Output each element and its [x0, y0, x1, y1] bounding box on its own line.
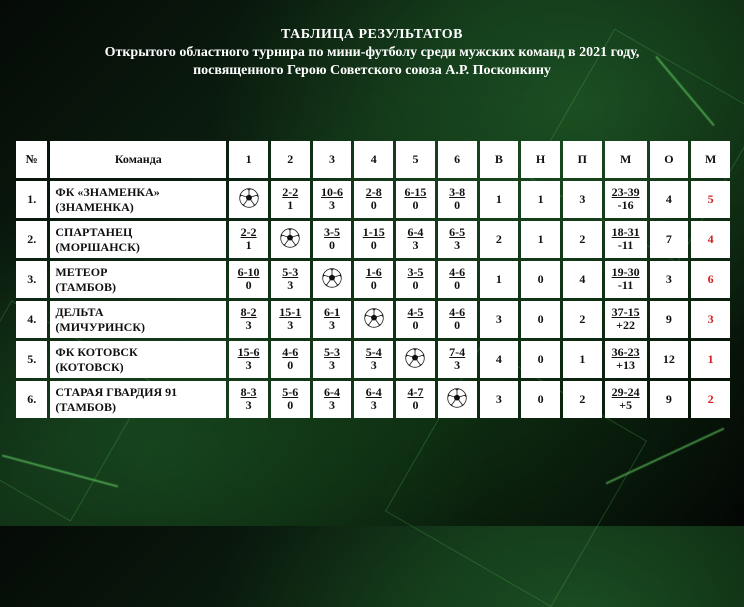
wins-cell: 3 — [480, 381, 519, 418]
results-table — [13, 138, 733, 421]
header-draws: Н — [521, 141, 560, 178]
match-score: 10-6 — [321, 185, 343, 199]
team-name: ФК «ЗНАМЕНКА» — [55, 184, 160, 199]
match-score: 6-4 — [365, 385, 382, 399]
match-score: 5-4 — [365, 345, 382, 359]
match-result-cell — [313, 381, 352, 418]
match-points: 3 — [287, 318, 294, 332]
match-result-cell — [271, 341, 310, 378]
draws-cell: 0 — [521, 341, 560, 378]
match-score: 15-1 — [279, 305, 302, 319]
soccer-ball-icon — [239, 188, 259, 208]
team-cell — [50, 221, 226, 258]
match-points: 0 — [454, 278, 461, 292]
soccer-ball-icon — [280, 228, 300, 248]
match-result-cell — [438, 221, 477, 258]
wins-cell: 3 — [480, 301, 519, 338]
match-score: 3-8 — [449, 185, 466, 199]
self-match-cell — [229, 181, 268, 218]
team-name: ДЕЛЬТА — [55, 304, 104, 319]
match-score: 6-1 — [324, 305, 340, 319]
row-number: 1. — [16, 181, 47, 218]
points-cell: 12 — [650, 341, 689, 378]
wins-cell: 1 — [480, 261, 519, 298]
team-city: (ЗНАМЕНКА) — [55, 199, 134, 214]
match-result-cell — [229, 341, 268, 378]
team-city: (ТАМБОВ) — [55, 399, 116, 414]
team-city: (ТАМБОВ) — [55, 279, 116, 294]
match-result-cell — [229, 301, 268, 338]
soccer-ball-icon — [322, 268, 342, 288]
team-city: (МИЧУРИНСК) — [55, 319, 146, 334]
soccer-ball-icon — [405, 348, 425, 368]
losses-cell: 2 — [563, 381, 602, 418]
match-score: 8-2 — [240, 305, 257, 319]
match-points: 3 — [329, 358, 335, 372]
table-body — [16, 181, 730, 418]
goals-cell — [605, 381, 647, 418]
match-points: 0 — [329, 238, 335, 252]
goal-difference: -16 — [617, 198, 634, 212]
match-result-cell — [271, 261, 310, 298]
match-score: 6-4 — [324, 385, 340, 399]
match-points: 3 — [329, 198, 335, 212]
team-cell — [50, 261, 226, 298]
goal-difference: +13 — [616, 358, 636, 372]
match-points: 0 — [454, 198, 461, 212]
goals-ratio: 36-23 — [611, 345, 640, 359]
match-score: 3-5 — [407, 265, 424, 279]
self-match-cell — [438, 381, 477, 418]
self-match-cell — [354, 301, 393, 338]
match-points: 3 — [412, 238, 419, 252]
match-score: 7-4 — [449, 345, 466, 359]
header-opp-6: 6 — [438, 141, 477, 178]
match-score: 6-15 — [404, 185, 427, 199]
points-cell: 7 — [650, 221, 689, 258]
match-score: 6-10 — [237, 265, 260, 279]
match-score: 6-5 — [449, 225, 466, 239]
match-result-cell — [271, 301, 310, 338]
match-score: 6-4 — [407, 225, 424, 239]
match-points: 3 — [287, 278, 294, 292]
match-result-cell — [229, 381, 268, 418]
self-match-cell — [271, 221, 310, 258]
match-result-cell — [354, 381, 393, 418]
match-result-cell — [354, 261, 393, 298]
goals-ratio: 23-39 — [611, 185, 640, 199]
table-row — [16, 181, 730, 218]
match-points: 0 — [412, 398, 419, 412]
match-score: 2-2 — [282, 185, 299, 199]
match-result-cell — [313, 341, 352, 378]
header-opp-1: 1 — [229, 141, 268, 178]
team-city: (МОРШАНСК) — [55, 239, 140, 254]
match-points: 0 — [245, 278, 252, 292]
match-points: 3 — [329, 398, 335, 412]
row-number: 5. — [16, 341, 47, 378]
table-row — [16, 261, 730, 298]
match-result-cell — [229, 261, 268, 298]
row-number: 6. — [16, 381, 47, 418]
match-points: 3 — [245, 318, 252, 332]
match-score: 8-3 — [240, 385, 257, 399]
table-header-row — [16, 141, 730, 178]
soccer-ball-icon — [364, 308, 384, 328]
self-match-cell — [313, 261, 352, 298]
self-match-cell — [396, 341, 435, 378]
match-score: 2-8 — [365, 185, 382, 199]
match-score: 2-2 — [240, 225, 257, 239]
goal-difference: +5 — [619, 398, 633, 412]
match-result-cell — [438, 301, 477, 338]
table-row — [16, 381, 730, 418]
losses-cell: 4 — [563, 261, 602, 298]
place-cell: 6 — [691, 261, 730, 298]
match-points: 3 — [245, 358, 252, 372]
match-points: 3 — [245, 398, 252, 412]
match-points: 3 — [454, 238, 461, 252]
losses-cell: 2 — [563, 221, 602, 258]
match-result-cell — [229, 221, 268, 258]
match-points: 0 — [412, 198, 419, 212]
table-row — [16, 341, 730, 378]
match-result-cell — [396, 261, 435, 298]
goals-ratio: 29-24 — [611, 385, 640, 399]
match-result-cell — [396, 301, 435, 338]
match-result-cell — [271, 181, 310, 218]
match-points: 0 — [370, 198, 377, 212]
header-points: О — [650, 141, 689, 178]
place-cell: 3 — [691, 301, 730, 338]
table-row — [16, 301, 730, 338]
header-place: М — [691, 141, 730, 178]
place-cell: 1 — [691, 341, 730, 378]
row-number: 4. — [16, 301, 47, 338]
goal-difference: +22 — [616, 318, 636, 332]
match-points: 0 — [370, 278, 377, 292]
draws-cell: 0 — [521, 381, 560, 418]
match-result-cell — [313, 181, 352, 218]
match-points: 0 — [287, 358, 294, 372]
goal-difference: -11 — [617, 278, 634, 292]
draws-cell: 1 — [521, 221, 560, 258]
points-cell: 4 — [650, 181, 689, 218]
row-number: 2. — [16, 221, 47, 258]
losses-cell: 3 — [563, 181, 602, 218]
match-score: 4-6 — [282, 345, 299, 359]
team-city: (КОТОВСК) — [55, 359, 124, 374]
header-opp-3: 3 — [313, 141, 352, 178]
match-result-cell — [271, 381, 310, 418]
match-score: 5-6 — [282, 385, 299, 399]
page-subtitle-line-1: Открытого областного турнира по мини-футболу среди мужских команд в 2021 году, — [104, 45, 640, 60]
header-wins: В — [480, 141, 519, 178]
goals-ratio: 18-31 — [611, 225, 640, 239]
match-result-cell — [313, 221, 352, 258]
match-points: 1 — [287, 198, 294, 212]
match-score: 4-6 — [449, 305, 466, 319]
match-score: 5-3 — [282, 265, 299, 279]
goals-cell — [605, 181, 647, 218]
row-number: 3. — [16, 261, 47, 298]
match-score: 4-6 — [449, 265, 466, 279]
match-score: 3-5 — [324, 225, 340, 239]
goals-ratio: 37-15 — [611, 305, 640, 319]
losses-cell: 1 — [563, 341, 602, 378]
match-points: 3 — [370, 358, 377, 372]
soccer-ball-icon — [447, 388, 467, 408]
match-result-cell — [354, 221, 393, 258]
team-name: СПАРТАНЕЦ — [55, 224, 133, 239]
match-points: 0 — [412, 318, 419, 332]
team-cell — [50, 381, 226, 418]
header — [0, 26, 744, 80]
match-result-cell — [438, 261, 477, 298]
wins-cell: 2 — [480, 221, 519, 258]
goal-difference: -11 — [617, 238, 634, 252]
wins-cell: 1 — [480, 181, 519, 218]
match-result-cell — [354, 181, 393, 218]
match-points: 3 — [329, 318, 335, 332]
match-result-cell — [313, 301, 352, 338]
team-name: ФК КОТОВСК — [55, 344, 138, 359]
place-cell: 2 — [691, 381, 730, 418]
page-title: ТАБЛИЦА РЕЗУЛЬТАТОВ — [280, 27, 464, 42]
match-result-cell — [438, 341, 477, 378]
match-points: 3 — [454, 358, 461, 372]
header-opp-5: 5 — [396, 141, 435, 178]
goals-ratio: 19-30 — [611, 265, 640, 279]
points-cell: 9 — [650, 381, 689, 418]
goals-cell — [605, 301, 647, 338]
match-points: 3 — [370, 398, 377, 412]
match-score: 1-6 — [365, 265, 382, 279]
team-cell — [50, 301, 226, 338]
match-score: 1-15 — [362, 225, 385, 239]
match-result-cell — [396, 221, 435, 258]
match-score: 15-6 — [237, 345, 260, 359]
header-team: Команда — [50, 141, 226, 178]
table-row — [16, 221, 730, 258]
goals-cell — [605, 341, 647, 378]
header-opp-2: 2 — [271, 141, 310, 178]
match-points: 0 — [454, 318, 461, 332]
match-score: 5-3 — [324, 345, 340, 359]
header-losses: П — [563, 141, 602, 178]
wins-cell: 4 — [480, 341, 519, 378]
match-score: 4-7 — [407, 385, 424, 399]
match-points: 0 — [412, 278, 419, 292]
header-num: № — [16, 141, 47, 178]
header-opp-4: 4 — [354, 141, 393, 178]
header-goals: М — [605, 141, 647, 178]
draws-cell: 0 — [521, 261, 560, 298]
points-cell: 3 — [650, 261, 689, 298]
team-cell — [50, 341, 226, 378]
goals-cell — [605, 261, 647, 298]
team-cell — [50, 181, 226, 218]
match-result-cell — [438, 181, 477, 218]
goals-cell — [605, 221, 647, 258]
match-points: 0 — [287, 398, 294, 412]
place-cell: 5 — [691, 181, 730, 218]
points-cell: 9 — [650, 301, 689, 338]
place-cell: 4 — [691, 221, 730, 258]
match-result-cell — [354, 341, 393, 378]
match-result-cell — [396, 381, 435, 418]
match-score: 4-5 — [407, 305, 424, 319]
draws-cell: 1 — [521, 181, 560, 218]
match-result-cell — [396, 181, 435, 218]
team-name: МЕТЕОР — [55, 264, 108, 279]
losses-cell: 2 — [563, 301, 602, 338]
team-name: СТАРАЯ ГВАРДИЯ 91 — [55, 384, 178, 399]
page-subtitle-line-2: посвященного Герою Советского союза А.Р. Посконкину — [193, 63, 551, 78]
draws-cell: 0 — [521, 301, 560, 338]
match-points: 1 — [245, 238, 252, 252]
match-points: 0 — [370, 238, 377, 252]
